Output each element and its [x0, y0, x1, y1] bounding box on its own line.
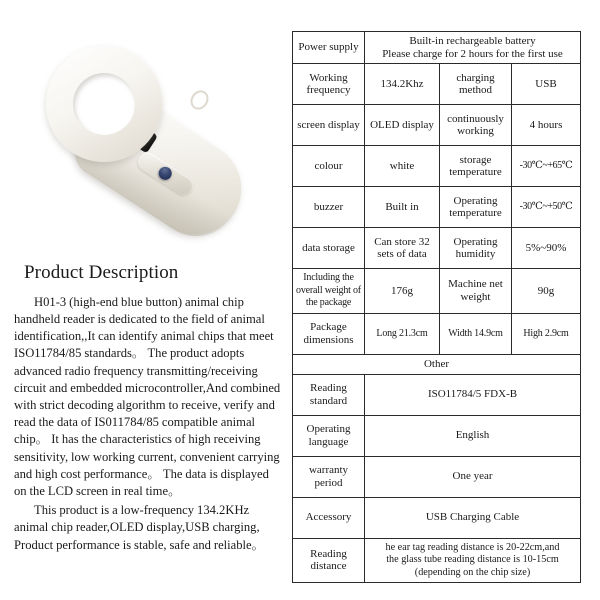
- table-row: [293, 538, 581, 583]
- product-image: [30, 28, 280, 263]
- cell-storage-temperature-label: storage temperature: [440, 146, 512, 187]
- cell-operating-temperature-value: -30℃~+50℃: [512, 187, 581, 228]
- table-row: [293, 228, 581, 269]
- table-section-divider-row: [293, 354, 581, 374]
- cell-package-length: Long 21.3cm: [365, 313, 440, 354]
- cell-reading-distance-label: Reading distance: [293, 538, 365, 583]
- product-description-section: [14, 262, 282, 556]
- cell-continuously-working-value: 4 hours: [512, 105, 581, 146]
- table-row: [293, 456, 581, 497]
- cell-charging-method-label: charging method: [440, 64, 512, 105]
- table-row: [293, 64, 581, 105]
- cell-reading-distance-value: he ear tag reading distance is 20-22cm,and the glass tube reading distance is 10-15cm (depending on the chip size): [365, 538, 581, 583]
- cell-machine-net-weight-label: Machine net weight: [440, 269, 512, 314]
- description-paragraph-1: H01-3 (high-end blue button) animal chip handheld reader is dedicated to the field of animal identification,,It can identify animal chips that meet ISO11784/85 standards。 The product adopts advanced radio frequency transmitting/receiving circuit and embedded microcontroller,And combined with strict decoding algorithm to receive, verify and read the data of IS011784/85 compatible animal chip。 It has the characteristics of high receiving sensitivity, low working current, convenient carrying and high cost performance。 The data is displayed on the LCD screen in real time。: [14, 294, 281, 499]
- cell-package-width: Width 14.9cm: [440, 313, 512, 354]
- handheld-reader-device: [30, 28, 280, 263]
- cell-buzzer-label: buzzer: [293, 187, 365, 228]
- antenna-ring: [46, 46, 162, 162]
- cell-data-storage-value: Can store 32 sets of data: [365, 228, 440, 269]
- specification-table: [292, 31, 581, 583]
- cell-package-weight-label: Including the overall weight of the package: [293, 269, 365, 314]
- table-row: [293, 32, 581, 64]
- cell-warranty-period-label: warranty period: [293, 456, 365, 497]
- table-row: [293, 105, 581, 146]
- cell-package-height: High 2.9cm: [512, 313, 581, 354]
- table-row: [293, 415, 581, 456]
- cell-screen-display-value: OLED display: [365, 105, 440, 146]
- page-title: Product Description: [24, 262, 179, 283]
- description-paragraph-2: This product is a low-frequency 134.2KHz animal chip reader,OLED display,USB charging, Product performance is stable, safe and reliable。: [14, 503, 265, 552]
- lanyard-loop: [187, 87, 212, 113]
- cell-machine-net-weight-value: 90g: [512, 269, 581, 314]
- cell-working-frequency-label: Working frequency: [293, 64, 365, 105]
- table-row: [293, 269, 581, 314]
- table-row: [293, 313, 581, 354]
- cell-reading-standard-value: ISO11784/5 FDX-B: [365, 374, 581, 415]
- table-row: [293, 374, 581, 415]
- cell-colour-label: colour: [293, 146, 365, 187]
- cell-accessory-value: USB Charging Cable: [365, 497, 581, 538]
- cell-continuously-working-label: continuously working: [440, 105, 512, 146]
- cell-data-storage-label: data storage: [293, 228, 365, 269]
- blue-power-button: [156, 164, 174, 182]
- table-row: [293, 146, 581, 187]
- cell-accessory-label: Accessory: [293, 497, 365, 538]
- cell-other-section: Other: [293, 354, 581, 374]
- cell-power-supply-label: Power supply: [293, 32, 365, 64]
- cell-package-dimensions-label: Package dimensions: [293, 313, 365, 354]
- cell-storage-temperature-value: -30℃~+65℃: [512, 146, 581, 187]
- cell-package-weight-value: 176g: [365, 269, 440, 314]
- cell-charging-method-value: USB: [512, 64, 581, 105]
- table-row: [293, 187, 581, 228]
- cell-operating-language-label: Operating language: [293, 415, 365, 456]
- antenna-ring-hole: [73, 73, 135, 135]
- cell-working-frequency-value: 134.2Khz: [365, 64, 440, 105]
- cell-operating-temperature-label: Operating temperature: [440, 187, 512, 228]
- cell-screen-display-label: screen display: [293, 105, 365, 146]
- cell-operating-humidity-label: Operating humidity: [440, 228, 512, 269]
- cell-buzzer-value: Built in: [365, 187, 440, 228]
- cell-operating-humidity-value: 5%~90%: [512, 228, 581, 269]
- cell-operating-language-value: English: [365, 415, 581, 456]
- cell-warranty-period-value: One year: [365, 456, 581, 497]
- cell-power-supply-value: Built-in rechargeable battery Please charge for 2 hours for the first use: [365, 32, 581, 64]
- table-row: [293, 497, 581, 538]
- cell-reading-standard-label: Reading standard: [293, 374, 365, 415]
- cell-colour-value: white: [365, 146, 440, 187]
